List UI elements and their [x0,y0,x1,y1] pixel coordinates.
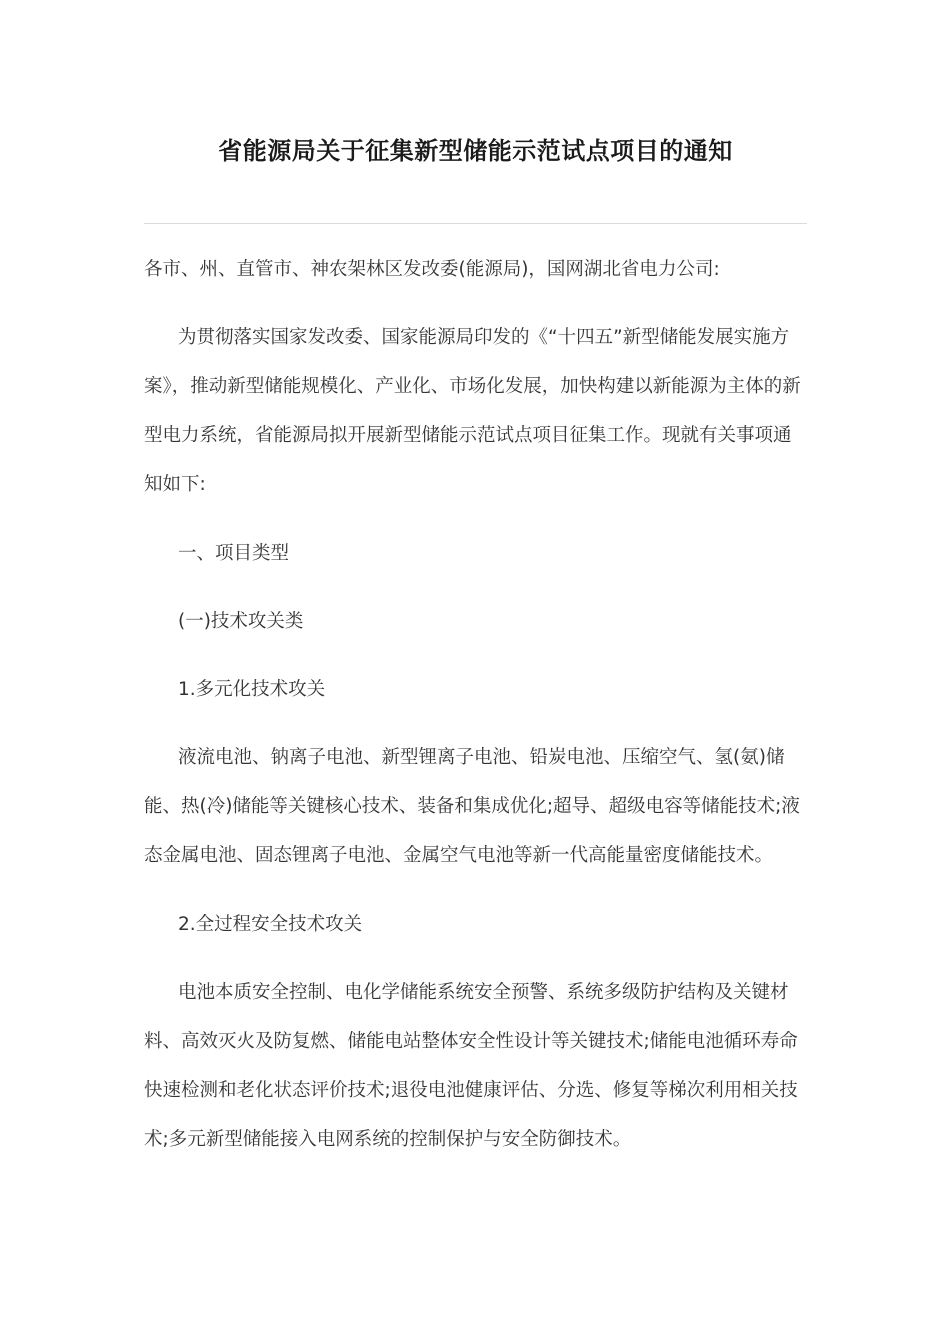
section-heading-project-types: 一、项目类型 [178,543,290,564]
addressee-line: 各市、州、直管市、神农架林区发改委(能源局)，国网湖北省电力公司: [144,259,720,280]
subsection-heading-tech-research: (一)技术攻关类 [178,611,304,632]
item-body-diversified-tech: 液流电池、钠离子电池、新型锂离子电池、铅炭电池、压缩空气、氢(氨)储能、热(冷)储能等关键核心技术、装备和集成优化;超导、超级电容等储能技术;液态金属电池、固态锂离子电池、金属空气电池等新一代高能量密度储能技术。 [144,747,800,866]
title-divider [144,223,807,224]
item-body-safety-tech: 电池本质安全控制、电化学储能系统安全预警、系统多级防护结构及关键材料、高效灭火及防复燃、储能电站整体安全性设计等关键技术;储能电池循环寿命快速检测和老化状态评价技术;退役电池健康评估、分选、修复等梯次利用相关技术;多元新型储能接入电网系统的控制保护与安全防御技术。 [144,982,798,1150]
document-title: 省能源局关于征集新型储能示范试点项目的通知 [218,137,733,165]
item-heading-safety-tech: 2.全过程安全技术攻关 [178,914,363,935]
item-heading-diversified-tech: 1.多元化技术攻关 [178,679,326,700]
intro-paragraph: 为贯彻落实国家发改委、国家能源局印发的《“十四五”新型储能发展实施方案》，推动新型储能规模化、产业化、市场化发展，加快构建以新能源为主体的新型电力系统，省能源局拟开展新型储能示范试点项目征集工作。现就有关事项通知如下: [144,327,801,495]
